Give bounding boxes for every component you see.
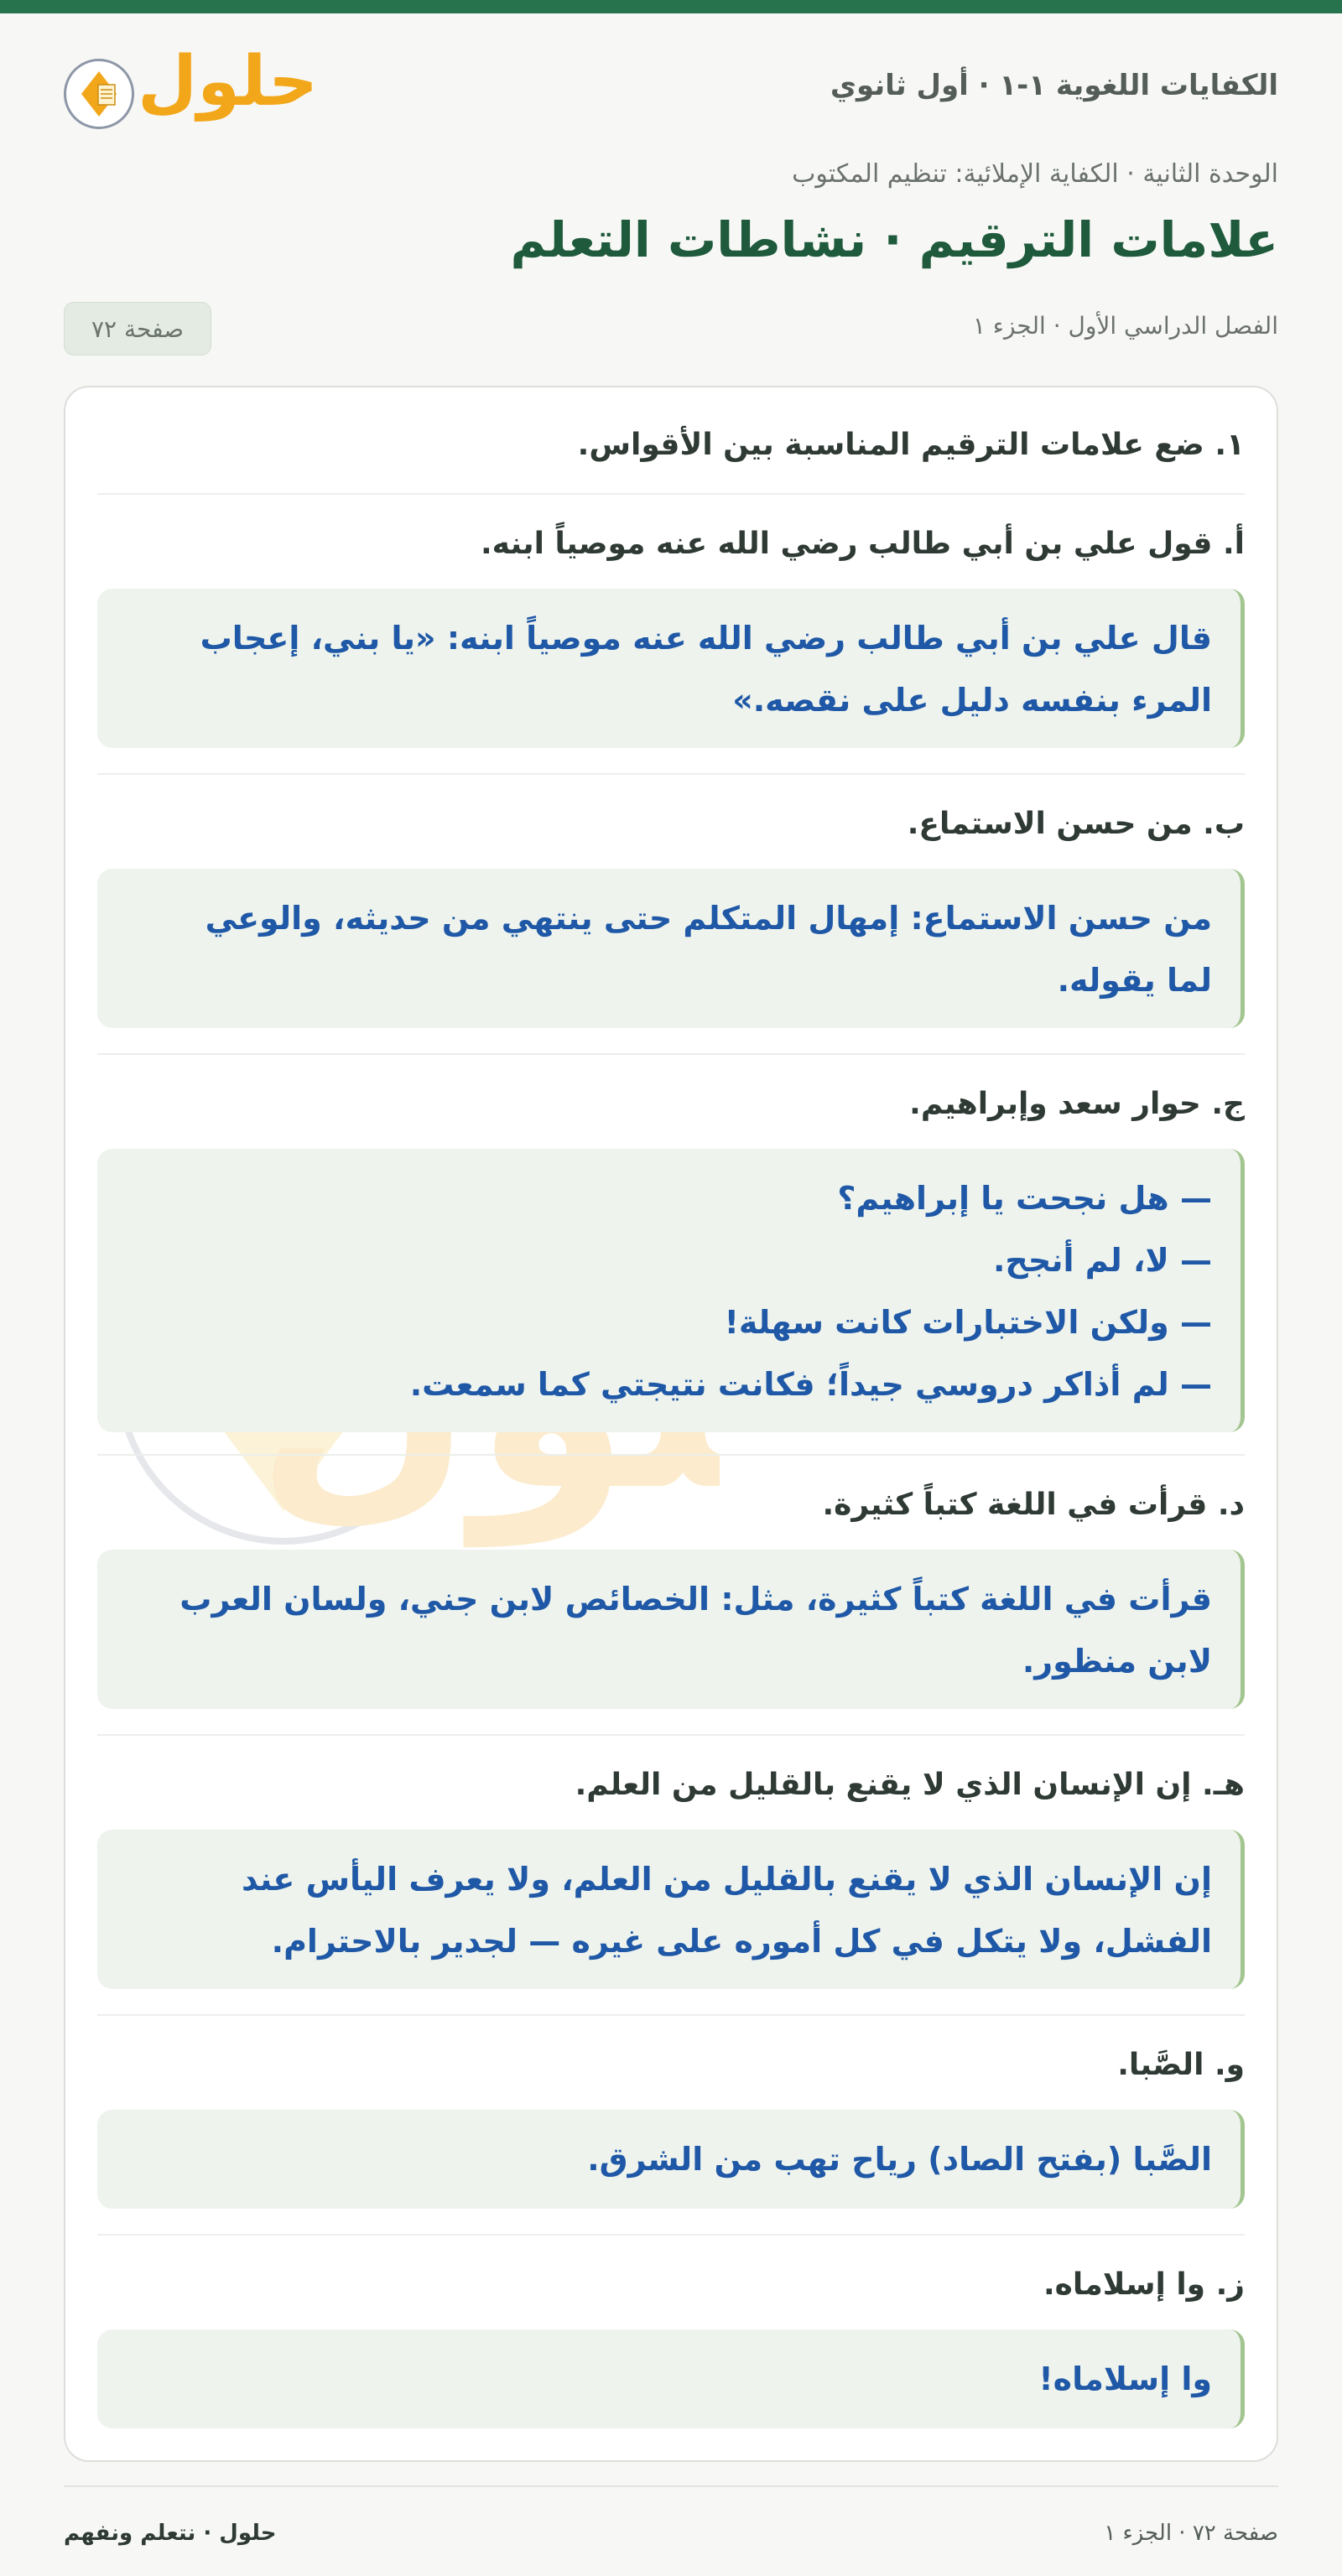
dialogue-line: — لم أذاكر دروسي جيداً؛ فكانت نتيجتي كما سمعت. <box>409 1366 1212 1403</box>
item-prompt: و. الصَّبا. <box>1117 2048 1245 2082</box>
logo-text: حلول <box>138 42 319 122</box>
header <box>64 13 1278 139</box>
footer <box>64 2485 1278 2546</box>
answer-line: قال علي بن أبي طالب رضي الله عنه موصياً ابنه: «يا بني، إعجاب <box>200 620 1212 657</box>
dialogue-line: — لا، لم أنجح. <box>993 1242 1212 1279</box>
answer-box <box>97 1830 1245 1989</box>
answer-line: المرء بنفسه دليل على نقصه.» <box>732 682 1212 719</box>
answer-box <box>97 2329 1245 2428</box>
book-title: الكفايات اللغوية ١-١ · أول ثانوي <box>830 69 1278 102</box>
answer-line: لما يقوله. <box>1057 962 1212 999</box>
top-accent-bar <box>0 0 1342 13</box>
answer-box <box>97 1550 1245 1709</box>
page-title: علامات الترقيم · نشاطات التعلم <box>510 211 1278 268</box>
semester-info: الفصل الدراسي الأول · الجزء ١ <box>972 312 1278 340</box>
answer-line: لابن منظور. <box>1022 1643 1212 1680</box>
item-prompt: ب. من حسن الاستماع. <box>907 807 1245 841</box>
footer-brand: حلول · نتعلم ونفهم <box>64 2521 277 2546</box>
footer-page-info: صفحة ٧٢ · الجزء ١ <box>1104 2521 1278 2546</box>
item-prompt: أ. قول علي بن أبي طالب رضي الله عنه موصياً ابنه. <box>480 527 1245 561</box>
divider <box>97 2014 1245 2016</box>
item-prompt: هـ. إن الإنسان الذي لا يقنع بالقليل من العلم. <box>575 1768 1245 1802</box>
answer-line: قرأت في اللغة كتباً كثيرة، مثل: الخصائص لابن جني، ولسان العرب <box>179 1581 1212 1618</box>
answer-line: من حسن الاستماع: إمهال المتكلم حتى ينتهي من حديثه، والوعي <box>205 900 1212 937</box>
exercise-card <box>64 386 1278 2462</box>
book-emblem-icon <box>64 59 134 129</box>
dialogue-line: — ولكن الاختبارات كانت سهلة! <box>724 1304 1212 1341</box>
divider <box>97 773 1245 775</box>
divider <box>97 1734 1245 1736</box>
divider <box>97 2234 1245 2236</box>
divider <box>97 1454 1245 1456</box>
answer-box <box>97 1149 1245 1432</box>
divider <box>97 1053 1245 1055</box>
item-prompt: د. قرأت في اللغة كتباً كثيرة. <box>822 1488 1245 1522</box>
page <box>64 13 1278 2397</box>
answer-box <box>97 869 1245 1028</box>
site-logo[interactable] <box>64 42 319 139</box>
unit-breadcrumb: الوحدة الثانية · الكفاية الإملائية: تنظيم المكتوب <box>792 159 1278 189</box>
dialogue-line: — هل نجحت يا إبراهيم؟ <box>837 1180 1212 1217</box>
item-prompt: ج. حوار سعد وإبراهيم. <box>909 1087 1245 1121</box>
answer-box <box>97 2110 1245 2209</box>
answer-line: وا إسلاماه! <box>1038 2360 1212 2397</box>
answer-box <box>97 589 1245 748</box>
answer-line: الصَّبا (بفتح الصاد) رياح تهب من الشرق. <box>587 2141 1212 2178</box>
answer-line: إن الإنسان الذي لا يقنع بالقليل من العلم، ولا يعرف اليأس عند <box>241 1861 1212 1898</box>
divider <box>97 493 1245 495</box>
answer-line: الفشل، ولا يتكل في كل أموره على غيره — لجدير بالاحترام. <box>271 1923 1212 1960</box>
question-title: ١. ضع علامات الترقيم المناسبة بين الأقواس. <box>577 428 1245 462</box>
page-number-badge: صفحة ٧٢ <box>64 302 211 356</box>
item-prompt: ز. وا إسلاماه. <box>1043 2267 1245 2302</box>
